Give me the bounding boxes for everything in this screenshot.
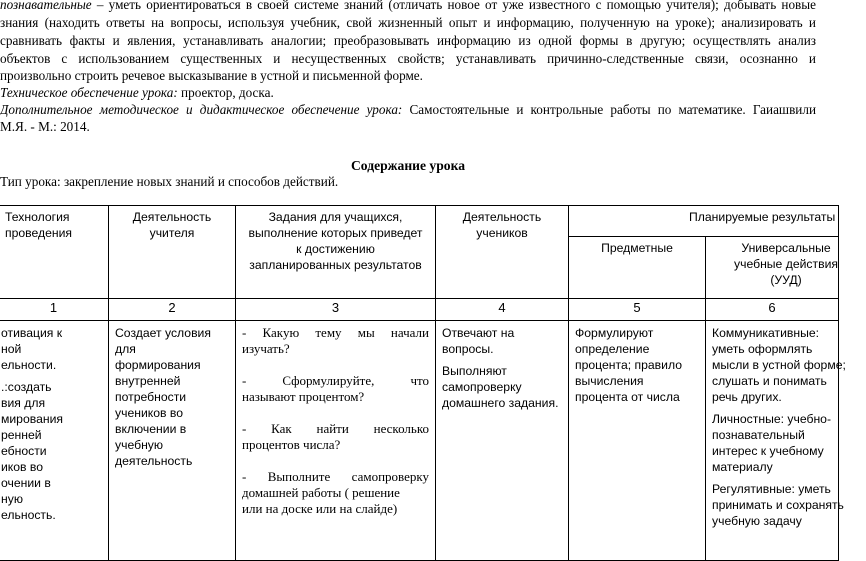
cell-teacher-activity: Создает условия для формирования внутренней потребности учеников во включении в учебную деятельность [109, 321, 236, 561]
intro-line-3: сравнивать факты и явления, устанавливать аналогии; преобразовывать информацию из одной формы в другую; осуществлять анализ [0, 33, 816, 48]
column-number: 4 [436, 299, 569, 321]
extra-support-line: Дополнительное методическое и дидактическое обеспечение урока: Самостоятельные и контрольные работы по математике. Гаиашвили [0, 102, 816, 117]
column-number: 6 [706, 299, 839, 321]
table-number-row [0, 299, 839, 321]
cell-tasks: - Какую тему мы начали изучать? - Сформулируйте, что называют процентом? - Как найти несколько процентов числа? - Выполните самопроверку домашней работы ( решение или на доске или на слайде) [236, 321, 436, 561]
content-title: Содержание урока [350, 158, 466, 173]
cell-universal-actions: Коммуникативные: уметь оформлять мысли в устной форме; слушать и понимать речь других. Личностные: учебно- познавательный интерес к учебному материалу Регулятивные: уметь принимать и сохранять учебную задачу [706, 321, 839, 561]
column-number: 1 [0, 299, 109, 321]
header-teacher-activity: Деятельность учителя [109, 206, 236, 299]
table-row [0, 321, 839, 561]
header-tasks: Задания для учащихся, выполнение которых приведет к достижению запланированных результатов [236, 206, 436, 299]
extra-support-line-2: М.Я. - М.: 2014. [0, 119, 90, 134]
header-technology: Технология проведения [0, 206, 109, 299]
column-number: 5 [569, 299, 706, 321]
header-student-activity: Деятельность учеников [436, 206, 569, 299]
intro-line-1: познавательные – уметь ориентироваться в своей системе знаний (отличать новое от уже известного с помощью учителя); добывать новые [0, 0, 816, 12]
intro-line-2: знания (находить ответы на вопросы, используя учебник, свой жизненный опыт и информацию, полученную на уроке); анализировать и [0, 15, 816, 30]
tech-support-line: Техническое обеспечение урока: проектор, доска. [0, 85, 274, 100]
cell-subject-results: Формулируют определение процента; правило вычисления процента от числа [569, 321, 706, 561]
table-header-row [0, 206, 839, 237]
cell-technology: отивация к ной ельности. .:создать вия для мирования ренней ебности иков во очении в ную ельность. [0, 321, 109, 561]
column-number: 2 [109, 299, 236, 321]
header-universal-actions: Универсальные учебные действия (УУД) [706, 237, 839, 299]
lesson-plan-table [0, 205, 846, 561]
intro-line-4: объектов с использованием существенных и несущественных свойств; устанавливать причинно-следственные связи, осознанно и [0, 51, 816, 66]
header-planned-results: Планируемые результаты [569, 206, 839, 237]
lesson-type: Тип урока: закрепление новых знаний и способов действий. [0, 174, 339, 189]
cell-student-activity: Отвечают на вопросы. Выполняют самопроверку домашнего задания. [436, 321, 569, 561]
header-subject-results: Предметные [569, 237, 706, 299]
intro-line-5: произвольно строить речевое высказывание в устной и письменной форме. [0, 68, 423, 83]
column-number: 3 [236, 299, 436, 321]
